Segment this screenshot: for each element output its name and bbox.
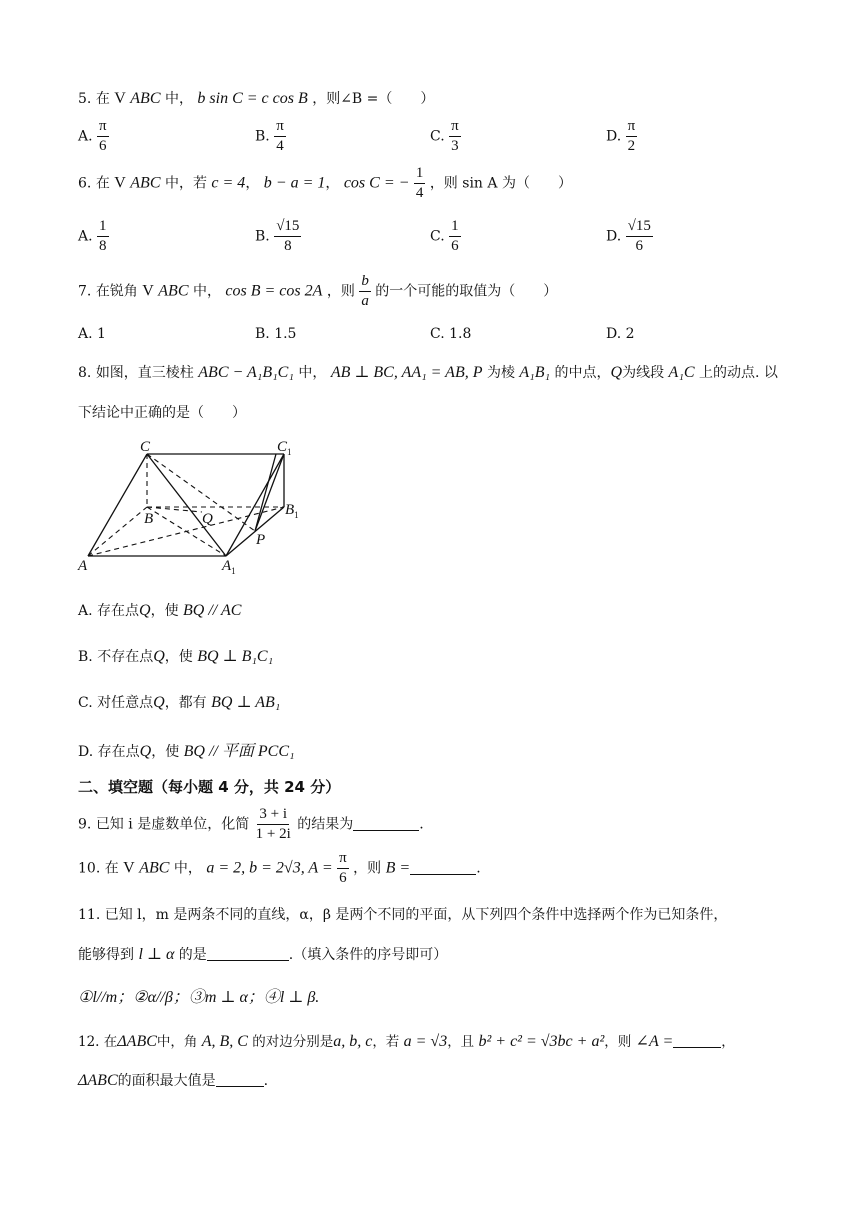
fraction: $\frac{\pi}{6}$ (339, 850, 347, 886)
label-b1: $B_1$ (285, 502, 299, 520)
answer-blank[interactable] (353, 817, 419, 831)
option-a[interactable]: A. $\frac{1}{8}$ (78, 218, 107, 254)
question-number: 5. (78, 91, 92, 107)
section-title: 二、填空题（每小题 4 分，共 24 分） (78, 778, 341, 796)
fraction: $\frac{3 + i}{1 + 2i}$ (255, 806, 291, 842)
edge-ca (88, 454, 147, 556)
question-6: 6. 在 V ABC 中，若 c = 4， b − a = 1， cos C = − $\frac{1}{4}$ ，则 sin A 为（ ） (78, 165, 572, 201)
edge-cp-hidden (147, 454, 255, 531)
label-q: Q (202, 511, 213, 527)
label-a1: $A_1$ (222, 558, 236, 576)
edge-cp (255, 454, 276, 531)
fraction: $\frac{\pi}{6}$ (99, 118, 107, 154)
question-5: 5. 在 V ABC 中， b sin C = c cos B ，则∠B =（ ） (78, 90, 435, 107)
option-b[interactable]: B. 1.5 (255, 326, 297, 342)
option-b[interactable]: B. $\frac{√15}{8}$ (255, 218, 300, 254)
option-c[interactable]: C. 1.8 (430, 326, 472, 342)
question-11-line2: 能够得到 l ⊥ α 的是 .（填入条件的序号即可） (78, 946, 448, 963)
question-10: 10. 在 V ABC 中， a = 2, b = 2√3, A = $\frac{\pi}{6}$ ，则 B = . (78, 850, 481, 886)
triangle-symbol: V (114, 90, 126, 107)
label-a: A (78, 558, 88, 574)
condition: b sin C = c cos B (197, 90, 308, 107)
option-b[interactable]: B. $\frac{\pi}{4}$ (255, 118, 284, 154)
option-d[interactable]: D. 存在点Q，使 BQ // 平面 PCC₁ (78, 743, 295, 760)
option-a[interactable]: A. 存在点Q，使 BQ // AC (78, 602, 242, 619)
option-b[interactable]: B. 不存在点Q，使 BQ ⊥ B₁C₁ (78, 648, 274, 665)
option-a[interactable]: A. $\frac{\pi}{6}$ (78, 118, 107, 154)
option-c[interactable]: C. 对任意点Q，都有 BQ ⊥ AB₁ (78, 694, 281, 711)
label-p: P (256, 532, 266, 548)
question-8: 8. 如图，直三棱柱 ABC − A₁B₁C₁ 中， AB ⊥ BC, AA₁ = AB, P 为棱 A₁B₁ 的中点，Q为线段 A₁C 上的动点. 以 (78, 364, 778, 381)
option-d[interactable]: D. $\frac{\pi}{2}$ (606, 118, 636, 154)
edge-c1a1 (226, 454, 284, 556)
answer-blank[interactable] (216, 1073, 264, 1087)
option-d[interactable]: D. $\frac{√15}{6}$ (606, 218, 651, 254)
fraction: $\frac{1}{4}$ (415, 165, 424, 201)
prism-figure (74, 436, 334, 576)
option-d[interactable]: D. 2 (606, 326, 635, 342)
option-c[interactable]: C. $\frac{1}{6}$ (430, 218, 459, 254)
answer-blank[interactable] (207, 947, 289, 961)
question-7: 7. 在锐角 V ABC 中， cos B = cos 2A ，则 $\frac{b}{a}$ 的一个可能的取值为（ ） (78, 273, 558, 309)
fraction: $\frac{b}{a}$ (361, 273, 369, 309)
question-12: 12. 在ΔABC中，角 A, B, C 的对边分别是a, b, c，若 a = √3，且 b² + c² = √3bc + a²，则 ∠A = ， (78, 1033, 735, 1050)
answer-blank[interactable] (673, 1034, 721, 1048)
question-11: 11. 已知 l，m 是两条不同的直线，α，β 是两个不同的平面，从下列四个条件中选择两个作为已知条件， (78, 907, 728, 923)
answer-blank[interactable] (410, 861, 476, 875)
label-c1: $C_1$ (277, 439, 292, 457)
option-c[interactable]: C. $\frac{\pi}{3}$ (430, 118, 459, 154)
label-c: C (140, 439, 151, 455)
option-a[interactable]: A. 1 (78, 326, 106, 342)
label-b: B (144, 511, 154, 527)
fraction: $\frac{\pi}{2}$ (627, 118, 636, 154)
edge-ca1 (147, 454, 226, 556)
question-12-line2: ΔABC的面积最大值是 . (78, 1072, 269, 1089)
question-8-line2: 下结论中正确的是（ ） (78, 405, 246, 421)
edge-bq-hidden (147, 507, 202, 512)
fraction: $\frac{\pi}{3}$ (451, 118, 459, 154)
fraction: $\frac{\pi}{4}$ (276, 118, 284, 154)
question-11-conditions: ①l//m；②α//β；③m ⊥ α；④l ⊥ β. (78, 989, 320, 1006)
question-9: 9. 已知 i 是虚数单位，化简 $\frac{3 + i}{1 + 2i}$ 的结果为 . (78, 806, 424, 842)
